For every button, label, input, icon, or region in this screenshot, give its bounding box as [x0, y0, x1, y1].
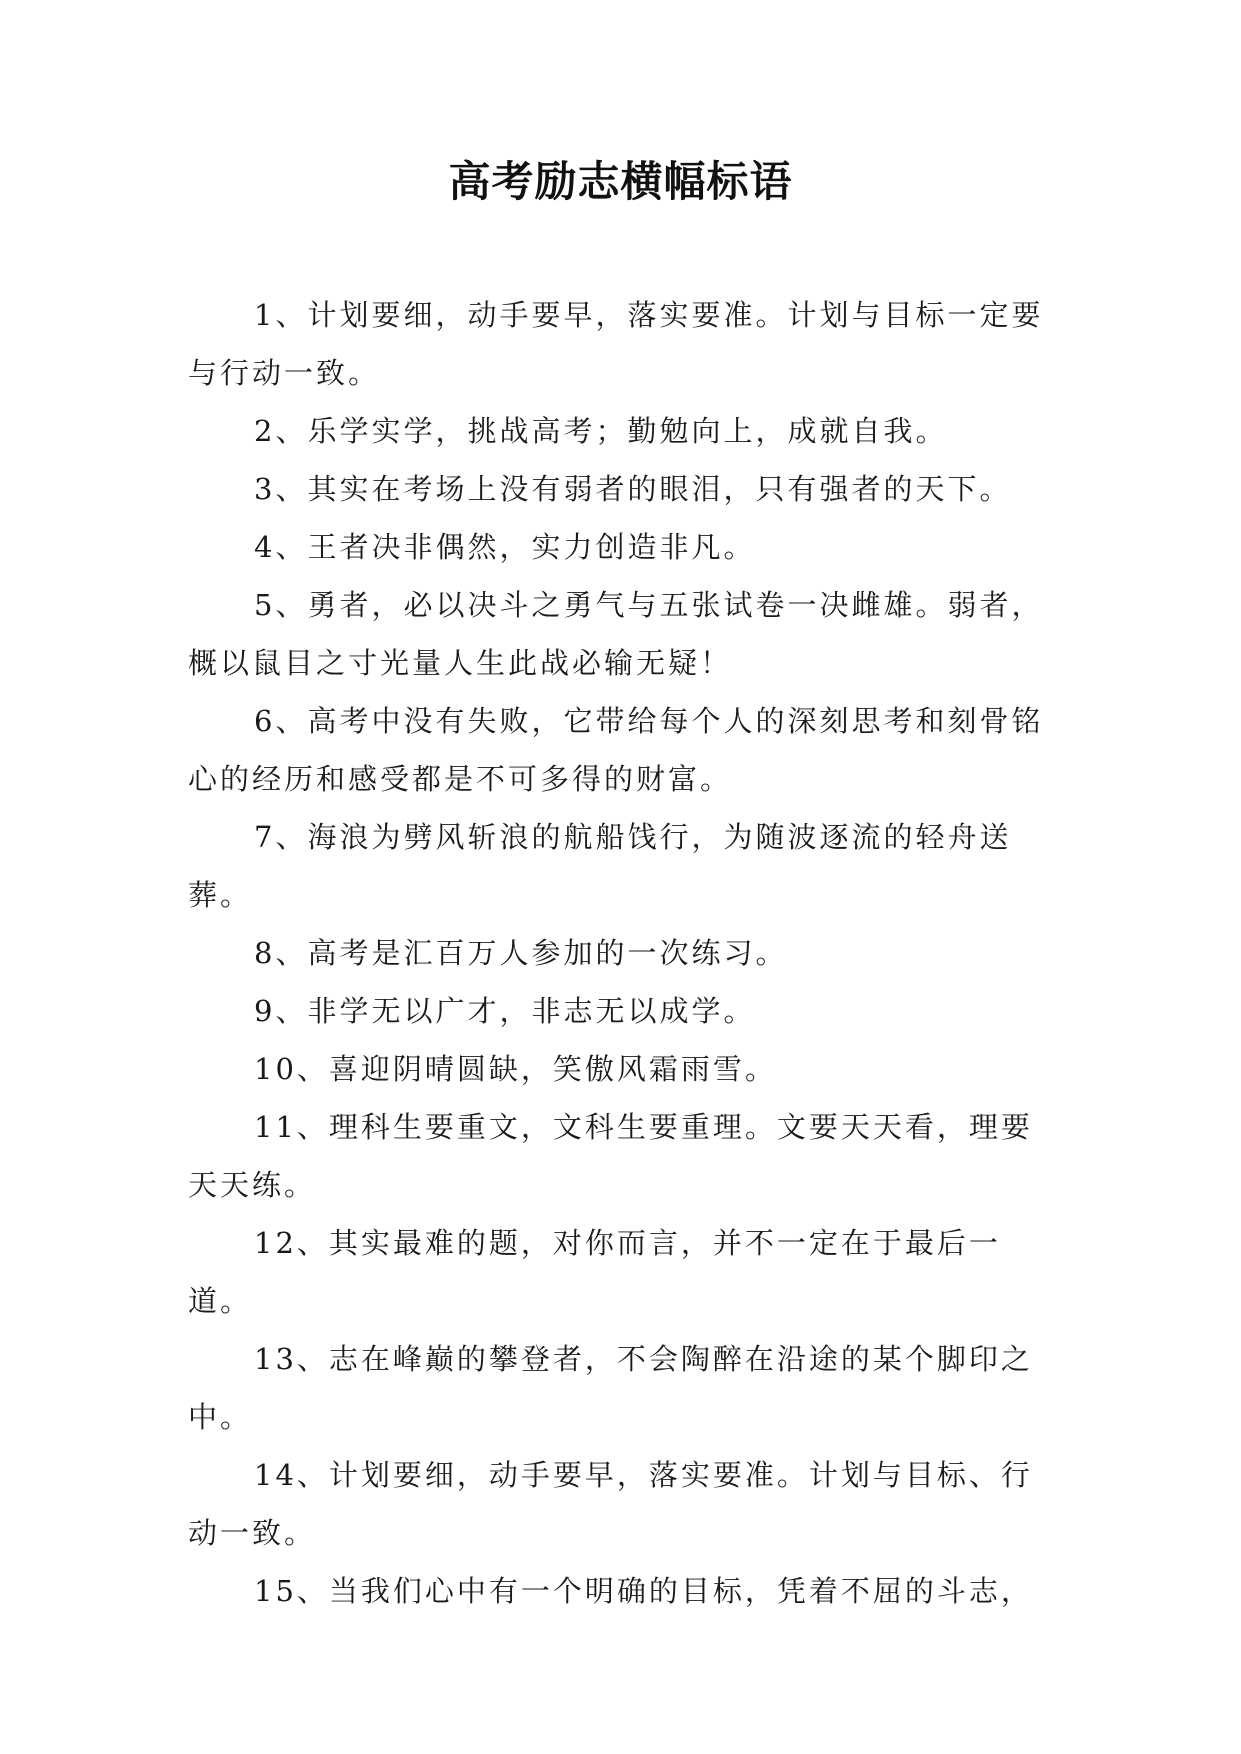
- slogan-item-11: 11、理科生要重文，文科生要重理。文要天天看，理要天天练。: [188, 1110, 1033, 1202]
- slogan-item-15: 15、当我们心中有一个明确的目标，凭着不屈的斗志，: [254, 1574, 1033, 1608]
- slogan-item-8: 8、高考是汇百万人参加的一次练习。: [254, 936, 788, 970]
- slogan-item-2: 2、乐学实学，挑战高考；勤勉向上，成就自我。: [254, 414, 948, 448]
- slogan-item-10: 10、喜迎阴晴圆缺，笑傲风霜雨雪。: [254, 1052, 777, 1086]
- slogan-item-13: 13、志在峰巅的攀登者，不会陶醉在沿途的某个脚印之中。: [188, 1342, 1033, 1434]
- document-title: 高考励志横幅标语: [448, 157, 793, 206]
- slogan-item-7: 7、海浪为劈风斩浪的航船饯行，为随波逐流的轻舟送葬。: [188, 820, 1012, 912]
- slogan-item-9: 9、非学无以广才，非志无以成学。: [254, 994, 756, 1028]
- slogan-item-1: 1、计划要细，动手要早，落实要准。计划与目标一定要与行动一致。: [188, 298, 1044, 390]
- slogan-item-5: 5、勇者，必以决斗之勇气与五张试卷一决雌雄。弱者，概以鼠目之寸光量人生此战必输无疑！: [188, 588, 1044, 680]
- slogan-item-14: 14、计划要细，动手要早，落实要准。计划与目标、行动一致。: [188, 1458, 1033, 1550]
- slogan-item-6: 6、高考中没有失败，它带给每个人的深刻思考和刻骨铭心的经历和感受都是不可多得的财富。: [188, 704, 1044, 796]
- slogan-list: [188, 286, 1048, 1620]
- slogan-item-3: 3、其实在考场上没有弱者的眼泪，只有强者的天下。: [254, 472, 1012, 506]
- slogan-item-12: 12、其实最难的题，对你而言，并不一定在于最后一道。: [188, 1226, 1001, 1318]
- slogan-item-4: 4、王者决非偶然，实力创造非凡。: [254, 530, 756, 564]
